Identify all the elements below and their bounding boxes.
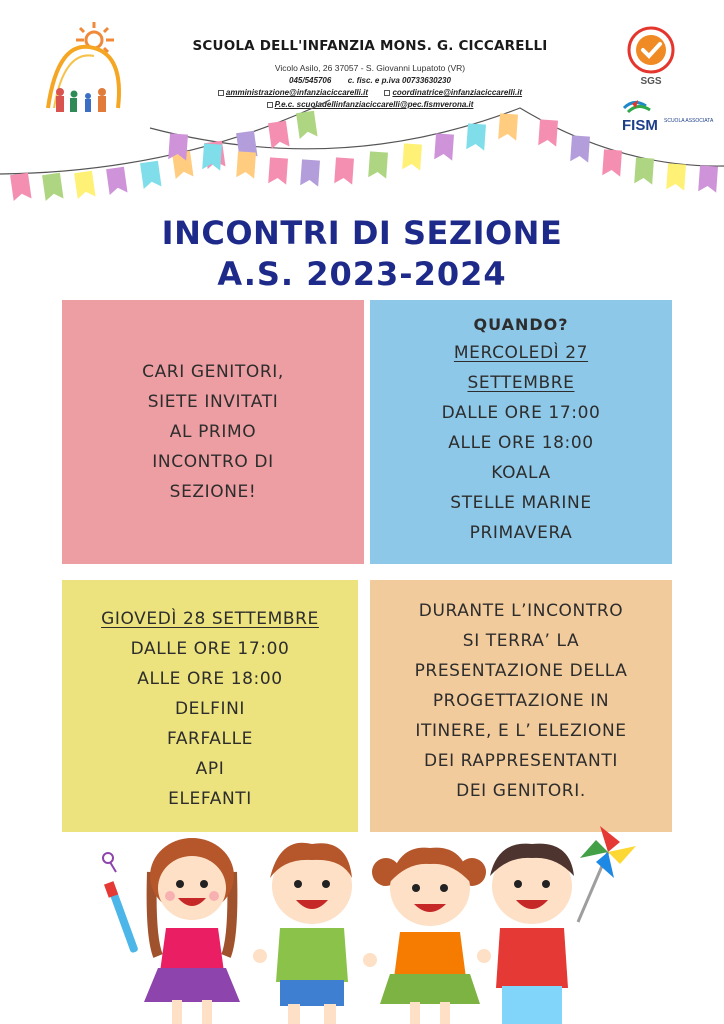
cert-label: SGS — [640, 76, 662, 87]
phone-number: 045/545706 — [289, 76, 332, 85]
tax-code: c. fisc. e p.iva 00733630230 — [347, 76, 451, 85]
bunting-flag — [666, 163, 686, 190]
invite-line: AL PRIMO — [169, 422, 257, 442]
bunting-decoration — [0, 88, 724, 218]
certification-badge — [620, 24, 682, 86]
school-address: Vicolo Asilo, 26 37057 - S. Giovanni Lupatoto (VR) — [274, 63, 466, 73]
bunting-flag — [698, 165, 718, 192]
bunting-flag — [466, 123, 486, 150]
title-line-1: INCONTRI DI SEZIONE — [161, 214, 563, 252]
info-line: DURANTE L’INCONTRO — [418, 601, 624, 621]
bunting-flag — [602, 149, 622, 176]
bunting-flag — [268, 121, 289, 149]
bunting-flag — [140, 161, 161, 189]
first-date-line: MERCOLEDÌ 27 — [453, 343, 589, 363]
section-name: KOALA — [491, 463, 551, 483]
bunting-flag — [42, 173, 63, 201]
bunting-flag — [368, 151, 388, 178]
invite-line: INCONTRO DI — [152, 452, 274, 472]
bunting-flag — [296, 111, 317, 139]
info-line: PROGETTAZIONE IN — [432, 691, 610, 711]
email-coord-link[interactable]: coordinatrice@infanziaciccarelli.it — [392, 88, 523, 97]
section-name: ELEFANTI — [168, 789, 252, 809]
page-title — [0, 214, 724, 296]
when-heading: QUANDO? — [473, 315, 569, 334]
invite-line: CARI GENITORI, — [142, 362, 284, 382]
second-date: GIOVEDÌ 28 SETTEMBRE — [101, 609, 319, 629]
bunting-flag — [634, 157, 654, 184]
title-line-2: A.S. 2023-2024 — [217, 255, 507, 293]
bunting-flag — [538, 119, 558, 146]
boy-red-figure — [490, 826, 636, 1024]
info-line: PRESENTAZIONE DELLA — [414, 661, 628, 681]
bunting-flag — [570, 135, 590, 162]
email-admin-link[interactable]: amministrazione@infanziaciccarelli.it — [225, 88, 368, 97]
bunting-flag — [300, 159, 320, 186]
bunting-flag — [202, 143, 222, 170]
bunting-flag — [434, 133, 454, 160]
first-date-line: SETTEMBRE — [467, 373, 575, 393]
section-name: STELLE MARINE — [450, 493, 592, 513]
bunting-flag — [498, 113, 518, 140]
bunting-flag — [106, 167, 127, 195]
section-name: DELFINI — [174, 699, 246, 719]
first-time-start: DALLE ORE 17:00 — [441, 403, 601, 423]
info-line: SI TERRA’ LA — [462, 631, 580, 651]
section-name: PRIMAVERA — [469, 523, 573, 543]
bunting-flag — [268, 157, 288, 184]
bunting-flag — [74, 171, 95, 199]
invite-line: SIETE INVITATI — [147, 392, 279, 412]
fism-label: FISM — [622, 117, 658, 134]
first-meeting-panel — [370, 300, 672, 564]
school-name: SCUOLA DELL'INFANZIA MONS. G. CICCARELLI — [192, 38, 548, 54]
boy-green-figure — [270, 843, 352, 1024]
info-panel — [370, 580, 672, 832]
pec-link[interactable]: P.e.c. scuoladellinfanziaciccarelli@pec.fismverona.it — [274, 100, 474, 109]
section-name: FARFALLE — [167, 729, 253, 749]
bunting-flag — [334, 157, 354, 184]
bunting-flag — [236, 151, 256, 178]
phone-line — [140, 76, 600, 85]
girl-pink-figure — [103, 838, 240, 1024]
girl-orange-figure — [372, 848, 486, 1024]
info-line: DEI RAPPRESENTANTI — [424, 751, 618, 771]
bunting-flag — [10, 173, 31, 201]
children-illustration — [80, 832, 660, 1024]
section-name: API — [195, 759, 225, 779]
second-time-end: ALLE ORE 18:00 — [137, 669, 283, 689]
second-meeting-panel — [62, 580, 358, 832]
bunting-flag — [402, 143, 422, 170]
invite-panel — [62, 300, 364, 564]
fism-sub: SCUOLA ASSOCIATA — [664, 118, 714, 124]
info-line: ITINERE, E L’ ELEZIONE — [415, 721, 627, 741]
info-line: DEI GENITORI. — [456, 781, 586, 801]
first-time-end: ALLE ORE 18:00 — [448, 433, 594, 453]
invite-line: SEZIONE! — [169, 482, 257, 502]
second-time-start: DALLE ORE 17:00 — [130, 639, 290, 659]
